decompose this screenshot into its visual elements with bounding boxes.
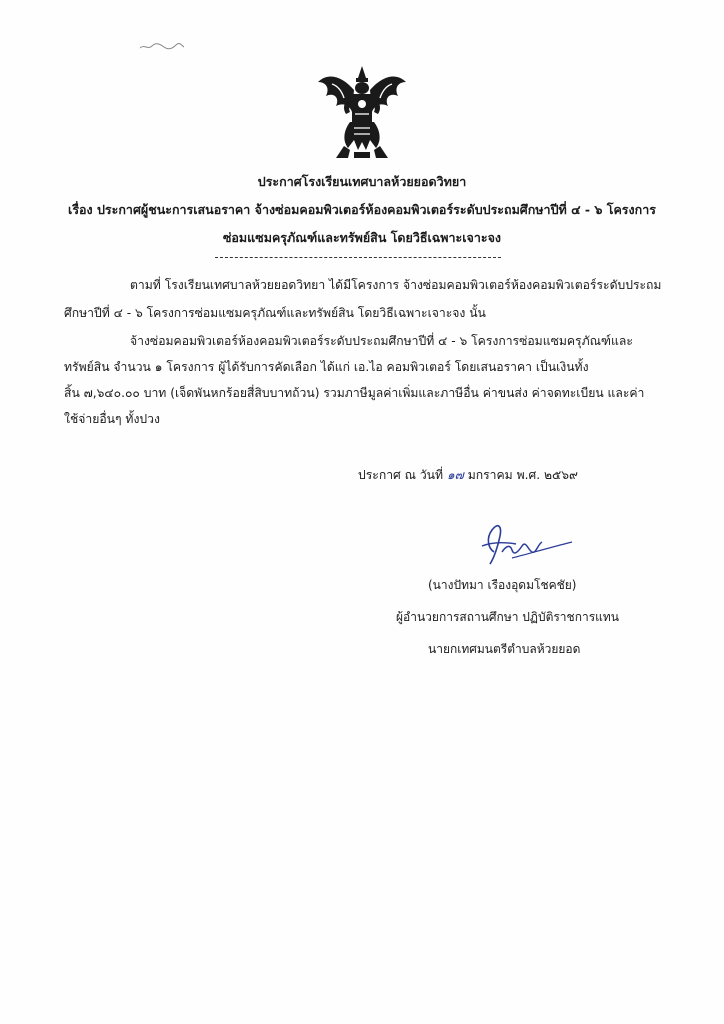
paragraph-1-line-1: ตามที่ โรงเรียนเทศบาลห้วยยอดวิทยา ได้มีโครงการ จ้างซ่อมคอมพิวเตอร์ห้องคอมพิวเตอร์ระดับประถม (130, 278, 662, 292)
handwritten-signature (472, 512, 576, 568)
paragraph-2-line-4: ใช้จ่ายอื่นๆ ทั้งปวง (64, 412, 160, 426)
paragraph-2-line-1: จ้างซ่อมคอมพิวเตอร์ห้องคอมพิวเตอร์ระดับประถมศึกษาปีที่ ๔ - ๖ โครงการซ่อมแซมครุภัณฑ์และ (130, 334, 633, 348)
date-day: ๑๗ (446, 468, 464, 482)
margin-scribble (138, 40, 186, 52)
signatory-position: ผู้อำนวยการสถานศึกษา ปฏิบัติราชการแทน (396, 610, 619, 624)
subject-line-1: เรื่อง ประกาศผู้ชนะการเสนอราคา จ้างซ่อมคอมพิวเตอร์ห้องคอมพิวเตอร์ระดับประถมศึกษาปีที่ ๔ - ๖ โครงการ (68, 202, 656, 217)
paragraph-2-line-3: สิ้น ๗,๖๔๐.๐๐ บาท (เจ็ดพันหกร้อยสี่สิบบาทถ้วน) รวมภาษีมูลค่าเพิ่มและภาษีอื่น ค่าขนส่ง ค่าจดทะเบียน และค่า (64, 386, 645, 400)
subject-line-2: ซ่อมแซมครุภัณฑ์และทรัพย์สิน โดยวิธีเฉพาะเจาะจง (222, 230, 502, 245)
signatory-position-2: นายกเทศมนตรีตำบลห้วยยอด (428, 642, 581, 656)
date-suffix: มกราคม พ.ศ. ๒๕๖๙ (467, 468, 578, 482)
announcement-date (358, 466, 578, 485)
title-divider (215, 257, 501, 258)
date-prefix: ประกาศ ณ วันที่ (358, 468, 444, 482)
garuda-emblem (314, 62, 410, 162)
paragraph-2-line-2: ทรัพย์สิน จำนวน ๑ โครงการ ผู้ได้รับการคัดเลือก ได้แก่ เอ.ไอ คอมพิวเตอร์ โดยเสนอราคา เป็นเงินทั้ง (64, 360, 589, 374)
paragraph-1-line-2: ศึกษาปีที่ ๔ - ๖ โครงการซ่อมแซมครุภัณฑ์และทรัพย์สิน โดยวิธีเฉพาะเจาะจง นั้น (64, 306, 486, 320)
announcement-title: ประกาศโรงเรียนเทศบาลห้วยยอดวิทยา (257, 174, 467, 189)
signatory-name: (นางปัทมา เรืองอุดมโชคชัย) (428, 578, 577, 592)
